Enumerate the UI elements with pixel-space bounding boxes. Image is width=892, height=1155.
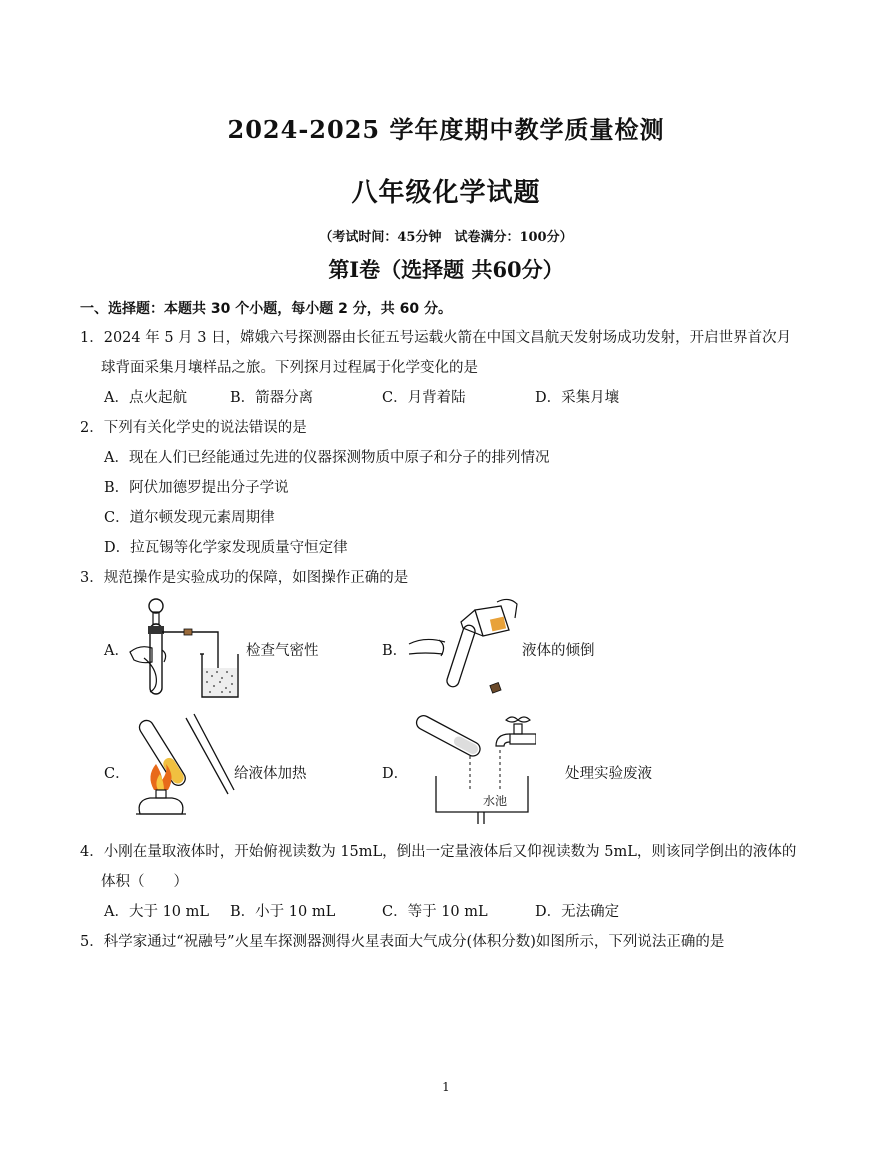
airtightness-check-illustration — [126, 592, 251, 702]
sink-label: 水池 — [483, 794, 508, 808]
q5-stem: 5．科学家通过“祝融号”火星车探测器测得火星表面大气成分(体积分数)如图所示，下列说法正确的是 — [80, 934, 725, 950]
exam-title: 2024-2025 学年度期中教学质量检测 — [227, 115, 665, 144]
q4-option-a: A．大于 10 mL — [104, 904, 210, 920]
pouring-liquid-illustration — [405, 596, 523, 696]
exam-info: （考试时间：45分钟 试卷满分：100分） — [319, 230, 573, 245]
q2-option-a: A．现在人们已经能通过先进的仪器探测物质中原子和分子的排列情况 — [104, 450, 550, 466]
q3-figure-d-letter: D． — [382, 766, 409, 782]
q4-option-b: B．小于 10 mL — [230, 904, 336, 920]
q1-option-c: C．月背着陆 — [382, 390, 466, 406]
q4-option-c: C．等于 10 mL — [382, 904, 488, 920]
q3-figure-c-caption: 给液体加热 — [234, 766, 307, 782]
q1-option-d: D．采集月壤 — [535, 390, 620, 406]
q2-option-d: D．拉瓦锡等化学家发现质量守恒定律 — [104, 540, 348, 556]
q1-stem-line2: 球背面采集月壤样品之旅。下列探月过程属于化学变化的是 — [101, 360, 478, 376]
q4-option-d: D．无法确定 — [535, 904, 620, 920]
q2-option-c: C．道尔顿发现元素周期律 — [104, 510, 275, 526]
q3-figure-b-letter: B． — [382, 643, 408, 659]
q1-option-b: B．箭器分离 — [230, 390, 314, 406]
q3-figure-c-letter: C． — [104, 766, 130, 782]
q1-option-a: A．点火起航 — [104, 390, 187, 406]
exam-subtitle: 八年级化学试题 — [351, 178, 541, 208]
heating-liquid-illustration — [118, 710, 238, 820]
page-number: 1 — [442, 1080, 450, 1094]
q2-option-b: B．阿伏加德罗提出分子学说 — [104, 480, 289, 496]
waste-disposal-illustration — [406, 712, 536, 830]
q1-stem-line1: 1．2024 年 5 月 3 日，嫦娥六号探测器由长征五号运载火箭在中国文昌航天发射场成功发射，开启世界首次月 — [80, 330, 792, 346]
q3-figure-d-caption: 处理实验废液 — [565, 766, 652, 782]
q4-stem-line1: 4．小刚在量取液体时，开始俯视读数为 15mL，倒出一定量液体后又仰视读数为 5mL，则该同学倒出的液体的 — [80, 844, 797, 860]
q3-figure-b-caption: 液体的倾倒 — [522, 643, 595, 659]
section-heading: 一、选择题：本题共 30 个小题，每小题 2 分，共 60 分。 — [80, 301, 452, 317]
q3-stem: 3．规范操作是实验成功的保障，如图操作正确的是 — [80, 570, 409, 586]
q3-figure-a-caption: 检查气密性 — [246, 643, 319, 659]
volume-heading: 第Ⅰ卷（选择题 共60分） — [328, 257, 564, 282]
q2-stem: 2．下列有关化学史的说法错误的是 — [80, 420, 307, 436]
q3-figure-a-letter: A． — [104, 643, 129, 659]
q4-stem-line2: 体积（ ） — [101, 874, 188, 890]
